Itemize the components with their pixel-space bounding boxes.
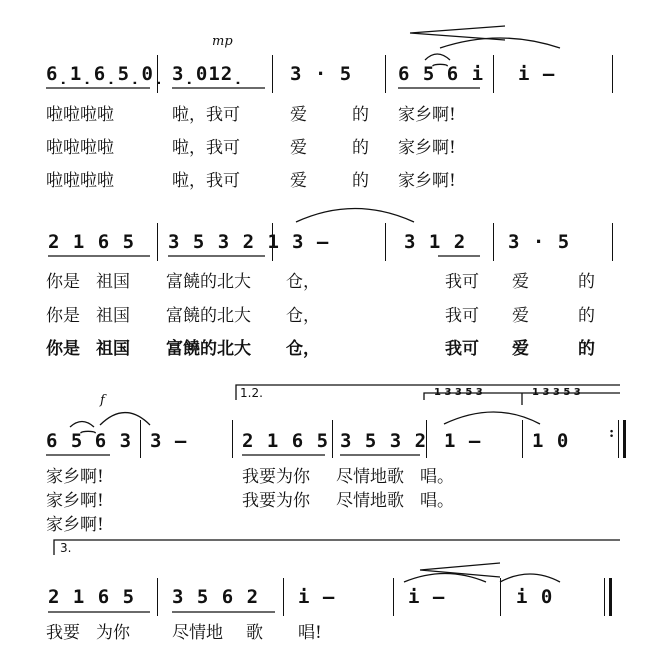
lyric: 富饒的北大	[166, 339, 251, 359]
lyric: 富饒的北大	[166, 306, 251, 326]
measure-6: 2 1 6 5	[48, 231, 136, 253]
volta-1-2: 1.2.	[240, 386, 263, 400]
measure-21: i 0	[516, 586, 554, 608]
lyric: 唱!	[298, 623, 322, 643]
lyric: 家乡啊!	[46, 467, 104, 487]
slur	[425, 54, 450, 60]
dynamic-f: f	[100, 393, 105, 408]
measure-13: 2 1 6 5	[242, 430, 330, 452]
measure-10: 3 · 5	[508, 231, 571, 253]
cue-notes: 1 3 3 5 3	[434, 387, 483, 398]
lyric: 尽情地歌	[336, 491, 404, 511]
measure-4: 6 5͡6 i	[398, 63, 485, 85]
measure-2: 3̣012̣	[172, 63, 245, 85]
volta-bracket	[54, 540, 620, 555]
lyric: 啦啦啦啦	[46, 171, 114, 191]
lyric: 爱	[290, 138, 307, 158]
measure-20: i –	[408, 586, 446, 608]
measure-19: i –	[298, 586, 336, 608]
dynamic-mp: mp	[212, 34, 233, 49]
lyric: 你是	[46, 272, 80, 292]
lyric: 唱。	[420, 467, 454, 487]
lyric: 的	[578, 339, 595, 359]
lyric: 我可	[445, 272, 479, 292]
measure-3: 3 · 5	[290, 63, 353, 85]
measure-15: 1 –	[444, 430, 482, 452]
cue-notes: 1 3 3 5 3	[532, 387, 581, 398]
lyric: 我要为你	[242, 467, 310, 487]
volta-3: 3.	[60, 541, 72, 555]
lyric: 的	[578, 306, 595, 326]
lyric: 我要	[46, 623, 80, 643]
measure-18: 3 5 6 2	[172, 586, 260, 608]
measure-14: 3 5 3 2	[340, 430, 428, 452]
lyric: 你是	[46, 306, 80, 326]
tie-arc	[100, 413, 150, 426]
lyric: 啦，我可	[172, 138, 240, 158]
lyric: 啦，我可	[172, 171, 240, 191]
lyric: 仓，	[286, 339, 320, 359]
lyric: 爱	[512, 339, 529, 359]
lyric: 我可	[445, 339, 479, 359]
measure-7: 3 5 3 2 1	[168, 231, 280, 253]
lyric: 祖国	[96, 272, 130, 292]
tie-arc	[444, 412, 540, 424]
lyric: 啦啦啦啦	[46, 105, 114, 125]
measure-8: 3 –	[292, 231, 330, 253]
lyric: 家乡啊!	[398, 171, 456, 191]
lyric: 唱。	[420, 491, 454, 511]
repeat-dots: :	[609, 425, 615, 441]
lyric: 的	[352, 138, 369, 158]
lyric: 祖国	[96, 339, 130, 359]
lyric: 爱	[290, 171, 307, 191]
lyric: 家乡啊!	[46, 515, 104, 535]
lyric: 啦，我可	[172, 105, 240, 125]
lyric: 我要为你	[242, 491, 310, 511]
lyric: 爱	[290, 105, 307, 125]
slur	[70, 422, 94, 428]
tie-arc	[500, 574, 560, 582]
lyric: 仓，	[286, 306, 320, 326]
measure-16: 1 0	[532, 430, 570, 452]
measure-9: 3 1 2	[404, 231, 467, 253]
lyric: 尽情地歌	[336, 467, 404, 487]
measure-17: 2 1 6 5	[48, 586, 136, 608]
lyric: 仓，	[286, 272, 320, 292]
lyric: 的	[352, 105, 369, 125]
lyric: 为你	[96, 623, 130, 643]
lyric: 啦啦啦啦	[46, 138, 114, 158]
lyric: 祖国	[96, 306, 130, 326]
measure-1: 6̣1̣6̣5̣0̣	[46, 63, 166, 85]
lyric: 尽情地	[172, 623, 223, 643]
lyric: 歌	[246, 623, 263, 643]
lyric: 爱	[512, 272, 529, 292]
lyric: 的	[578, 272, 595, 292]
measure-11: 6 5͡6 3	[46, 430, 133, 452]
lyric: 我可	[445, 306, 479, 326]
lyric: 你是	[46, 339, 80, 359]
measure-5: i –	[518, 63, 556, 85]
lyric: 爱	[512, 306, 529, 326]
lyric: 家乡啊!	[398, 138, 456, 158]
lyric: 家乡啊!	[398, 105, 456, 125]
tie-arc	[296, 209, 414, 223]
lyric: 家乡啊!	[46, 491, 104, 511]
lyric: 富饒的北大	[166, 272, 251, 292]
lyric: 的	[352, 171, 369, 191]
measure-12: 3 –	[150, 430, 188, 452]
